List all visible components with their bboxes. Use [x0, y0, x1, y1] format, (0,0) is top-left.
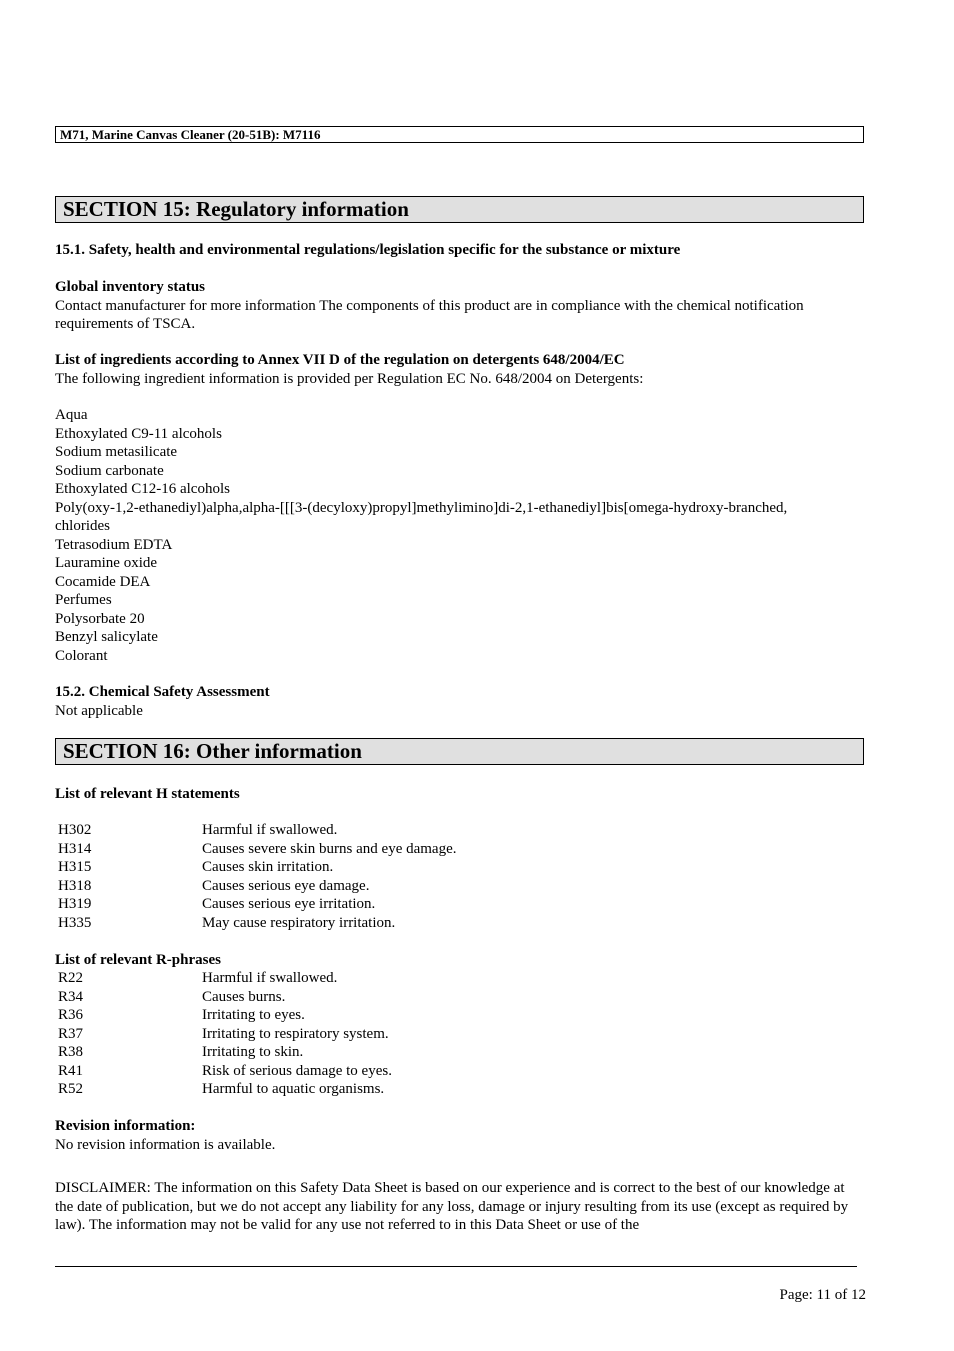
inventory-text: Contact manufacturer for more information The components of this product are in compliance with the chemical notification requirements of TSCA.	[55, 297, 804, 332]
ingredient-item: Tetrasodium EDTA	[55, 536, 173, 553]
annex-block	[55, 351, 867, 388]
statement-text: Harmful if swallowed.	[202, 822, 338, 838]
statement-text: Irritating to respiratory system.	[202, 1025, 389, 1042]
annex-text: The following ingredient information is provided per Regulation EC No. 648/2004 on Detergents:	[55, 370, 644, 387]
revision-text: No revision information is available.	[55, 1136, 276, 1153]
statement-row	[55, 914, 867, 933]
statement-row	[55, 1080, 867, 1099]
subsection-heading: 15.1. Safety, health and environmental regulations/legislation specific for the substance or mixture	[55, 242, 681, 258]
statement-text: Risk of serious damage to eyes.	[202, 1062, 392, 1079]
ingredient-item: Lauramine oxide	[55, 555, 158, 571]
footer-divider	[55, 1266, 857, 1267]
statement-code: H302	[58, 822, 92, 838]
ingredient-item: Benzyl salicylate	[55, 629, 158, 645]
statement-text: Causes serious eye irritation.	[202, 896, 376, 912]
statement-row	[55, 840, 867, 859]
statement-text: Harmful if swallowed.	[202, 970, 338, 986]
inventory-heading: Global inventory status	[55, 279, 206, 295]
ingredient-item: Cocamide DEA	[55, 573, 151, 590]
revision-heading: Revision information:	[55, 1118, 196, 1134]
ingredient-item: Perfumes	[55, 592, 112, 608]
statement-row	[55, 988, 867, 1007]
ingredient-item: Polysorbate 20	[55, 610, 145, 627]
ingredient-item: Poly(oxy-1,2-ethanediyl)alpha,alpha-[[[3-(decyloxy)propyl]methylimino]di-2,1-ethanediyl]bis[omega-hydroxy-branched,	[55, 499, 788, 516]
statement-code: R38	[58, 1044, 84, 1060]
statement-code: R34	[58, 988, 84, 1005]
statement-row	[55, 858, 867, 877]
statement-text: Causes serious eye damage.	[202, 877, 370, 894]
ingredient-list	[55, 406, 867, 665]
annex-heading: List of ingredients according to Annex VII D of the regulation on detergents 648/2004/EC	[55, 352, 625, 368]
statement-code: H315	[58, 859, 92, 875]
ingredient-item: Colorant	[55, 647, 108, 664]
statement-text: Causes burns.	[202, 988, 286, 1005]
h-statements-list	[55, 821, 867, 932]
statement-row	[55, 895, 867, 914]
statement-row	[55, 1062, 867, 1081]
statement-code: R22	[58, 970, 84, 986]
statement-row	[55, 1043, 867, 1062]
disclaimer: DISCLAIMER: The information on this Safety Data Sheet is based on our experience and is correct to the best of our knowledge at the date of publication, but we do not accept any liability for any loss, damage or injury resulting from its use (except as required by law). The information may not be valid for any use not referred to in this Data Sheet or use of the	[55, 1180, 849, 1233]
statement-text: Causes skin irritation.	[202, 859, 334, 875]
statement-text: Irritating to eyes.	[202, 1007, 305, 1023]
ingredient-item: Ethoxylated C12-16 alcohols	[55, 481, 230, 497]
statement-row	[55, 877, 867, 896]
statement-code: R41	[58, 1062, 84, 1079]
ingredient-item: Ethoxylated C9-11 alcohols	[55, 425, 222, 442]
statement-code: R52	[58, 1081, 84, 1097]
csa-text: Not applicable	[55, 702, 143, 719]
section-15-title: SECTION 15: Regulatory information	[55, 196, 864, 223]
document-header: M71, Marine Canvas Cleaner (20-51B): M7116	[55, 126, 864, 143]
h-statements-heading-block	[55, 785, 867, 804]
statement-code: R36	[58, 1007, 84, 1023]
statement-text: Irritating to skin.	[202, 1044, 304, 1060]
ingredient-item: chlorides	[55, 518, 110, 534]
ingredient-item: Aqua	[55, 407, 88, 423]
page-number: Page: 11 of 12	[779, 1287, 866, 1303]
ingredient-item: Sodium carbonate	[55, 462, 164, 479]
statement-text: May cause respiratory irritation.	[202, 914, 396, 931]
statement-row	[55, 821, 867, 840]
chemical-safety-assessment-block	[55, 683, 867, 720]
r-phrases-list	[55, 969, 867, 1099]
r-phrases-heading: List of relevant R-phrases	[55, 952, 221, 968]
statement-text: Harmful to aquatic organisms.	[202, 1081, 385, 1097]
statement-code: H319	[58, 896, 92, 912]
statement-row	[55, 1006, 867, 1025]
ingredient-item: Sodium metasilicate	[55, 444, 178, 460]
global-inventory-block	[55, 278, 867, 334]
r-phrases-heading-block	[55, 951, 867, 970]
statement-code: H318	[58, 877, 92, 894]
statement-row	[55, 969, 867, 988]
statement-code: R37	[58, 1025, 84, 1042]
statement-text: Causes severe skin burns and eye damage.	[202, 840, 457, 857]
statement-row	[55, 1025, 867, 1044]
statement-code: H314	[58, 840, 92, 857]
h-statements-heading: List of relevant H statements	[55, 786, 240, 802]
section-15-1-heading	[55, 241, 867, 260]
statement-code: H335	[58, 914, 92, 931]
csa-heading: 15.2. Chemical Safety Assessment	[55, 684, 270, 700]
revision-block	[55, 1117, 867, 1154]
section-16-title: SECTION 16: Other information	[55, 738, 864, 765]
